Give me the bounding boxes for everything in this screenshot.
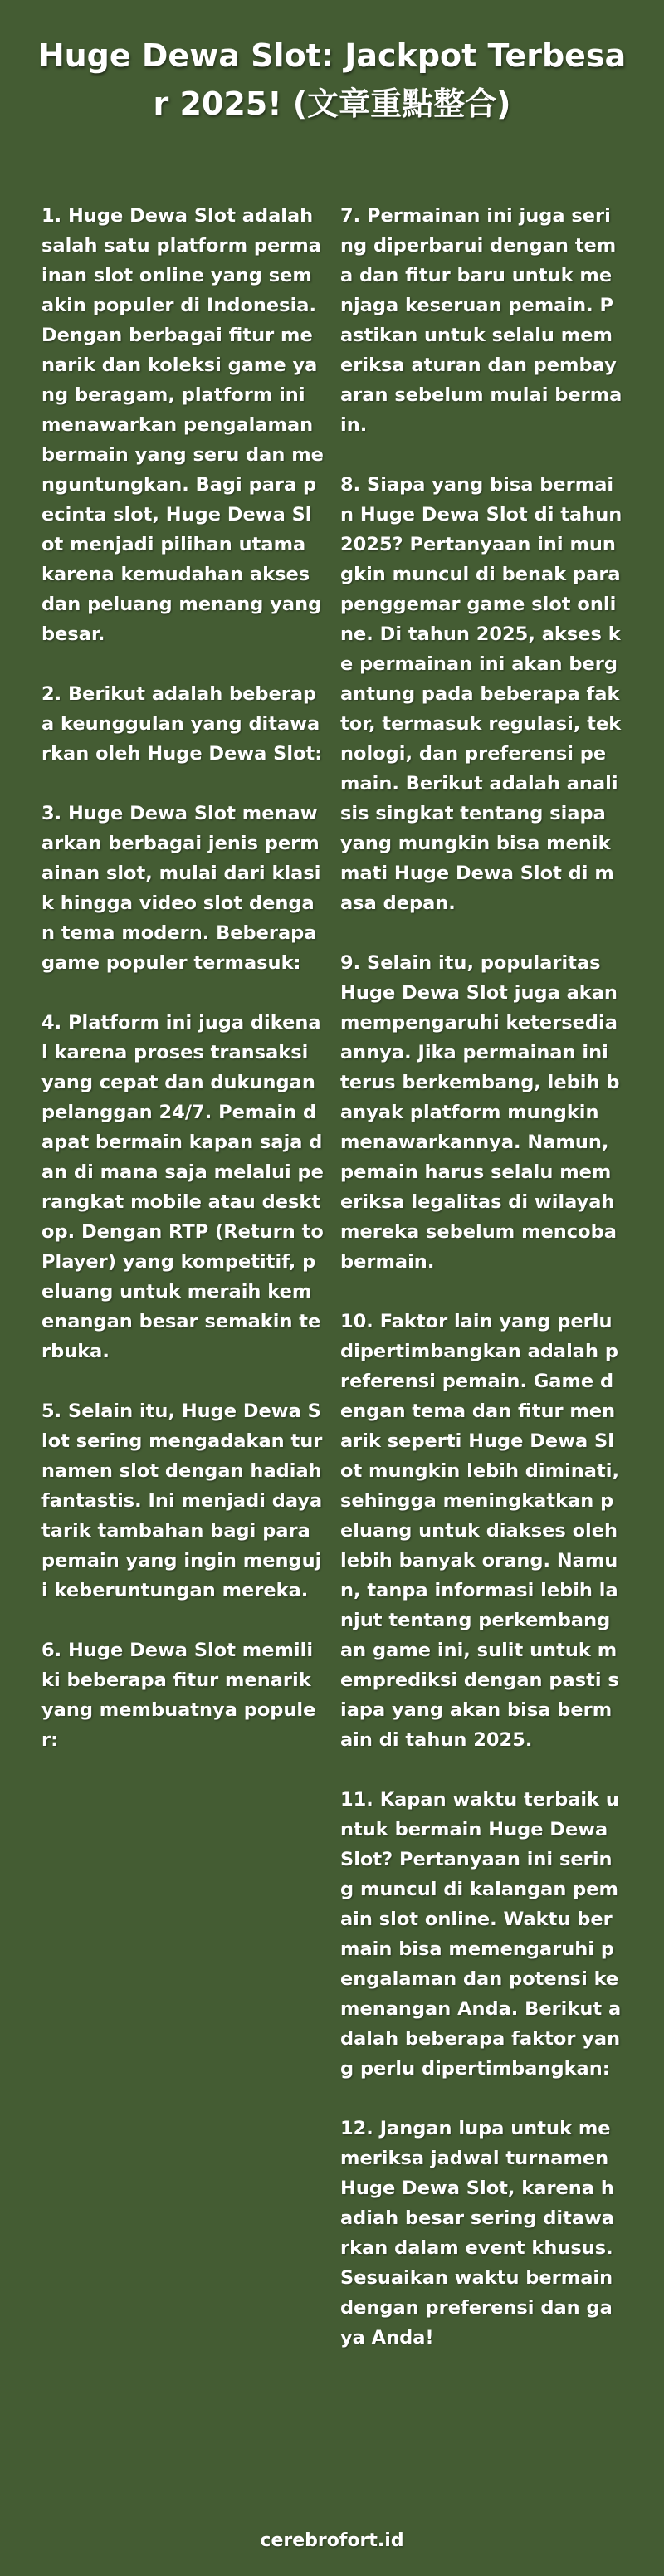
footer-site-name: cerebrofort.id	[260, 2530, 404, 2551]
paragraph-7: 7. Permainan ini juga sering diperbarui dengan tema dan fitur baru untuk menjaga keseruan pemain. Pastikan untuk selalu memeriksa aturan dan pembayaran sebelum mulai bermain.	[340, 205, 622, 436]
paragraph-12: 12. Jangan lupa untuk memeriksa jadwal turnamen Huge Dewa Slot, karena hadiah besar sering ditawarkan dalam event khusus. Sesuaikan waktu bermain dengan preferensi dan gaya Anda!	[340, 2118, 615, 2349]
paragraph-11: 11. Kapan waktu terbaik untuk bermain Huge Dewa Slot? Pertanyaan ini sering muncul di kalangan pemain slot online. Waktu bermain bisa memengaruhi pengalaman dan potensi kemenangan Anda. Berikut adalah beberapa faktor yang perlu dipertimbangkan:	[340, 1789, 622, 2080]
page-title: Huge Dewa Slot: Jackpot Terbesar 2025! (文章重點整合)	[37, 37, 627, 122]
paragraph-3: 3. Huge Dewa Slot menawarkan berbagai jenis permainan slot, mulai dari klasik hingga video slot dengan tema modern. Beberapa game populer termasuk:	[42, 803, 321, 974]
paragraph-8: 8. Siapa yang bisa bermain Huge Dewa Slot di tahun 2025? Pertanyaan ini mungkin muncul di benak para penggemar game slot online. Di tahun 2025, akses ke permainan ini akan bergantung pada beberapa faktor, termasuk regulasi, teknologi, dan preferensi pemain. Berikut adalah analisis singkat tentang siapa yang mungkin bisa menikmati Huge Dewa Slot di masa depan.	[340, 474, 622, 914]
left-column	[42, 201, 324, 1785]
paragraph-4: 4. Platform ini juga dikenal karena proses transaksi yang cepat dan dukungan pelanggan 24/7. Pemain dapat bermain kapan saja dan di mana saja melalui perangkat mobile atau desktop. Dengan RTP (Return to Player) yang kompetitif, peluang untuk meraih kemenangan besar semakin terbuka.	[42, 1012, 324, 1362]
paragraph-2: 2. Berikut adalah beberapa keunggulan yang ditawarkan oleh Huge Dewa Slot:	[42, 683, 323, 765]
paragraph-5: 5. Selain itu, Huge Dewa Slot sering mengadakan turnamen slot dengan hadiah fantastis. Ini menjadi daya tarik tambahan bagi para pemain yang ingin menguji keberuntungan mereka.	[42, 1400, 323, 1601]
paragraph-1: 1. Huge Dewa Slot adalah salah satu platform permainan slot online yang semakin populer di Indonesia. Dengan berbagai fitur menarik dan koleksi game yang beragam, platform ini menawarkan pengalaman bermain yang seru dan menguntungkan. Bagi para pecinta slot, Huge Dewa Slot menjadi pilihan utama karena kemudahan akses dan peluang menang yang besar.	[42, 205, 324, 645]
paragraph-9: 9. Selain itu, popularitas Huge Dewa Slot juga akan mempengaruhi ketersediaannya. Jika permainan ini terus berkembang, lebih banyak platform mungkin menawarkannya. Namun, pemain harus selalu memeriksa legalitas di wilayah mereka sebelum mencoba bermain.	[340, 952, 620, 1273]
paragraph-6: 6. Huge Dewa Slot memiliki beberapa fitur menarik yang membuatnya populer:	[42, 1640, 316, 1751]
paragraph-10: 10. Faktor lain yang perlu dipertimbangkan adalah preferensi pemain. Game dengan tema dan fitur menarik seperti Huge Dewa Slot mungkin lebih diminati, sehingga meningkatkan peluang untuk diakses oleh lebih banyak orang. Namun, tanpa informasi lebih lanjut tentang perkembangan game ini, sulit untuk memprediksi dengan pasti siapa yang akan bisa bermain di tahun 2025.	[340, 1311, 619, 1751]
right-column	[340, 201, 622, 2383]
